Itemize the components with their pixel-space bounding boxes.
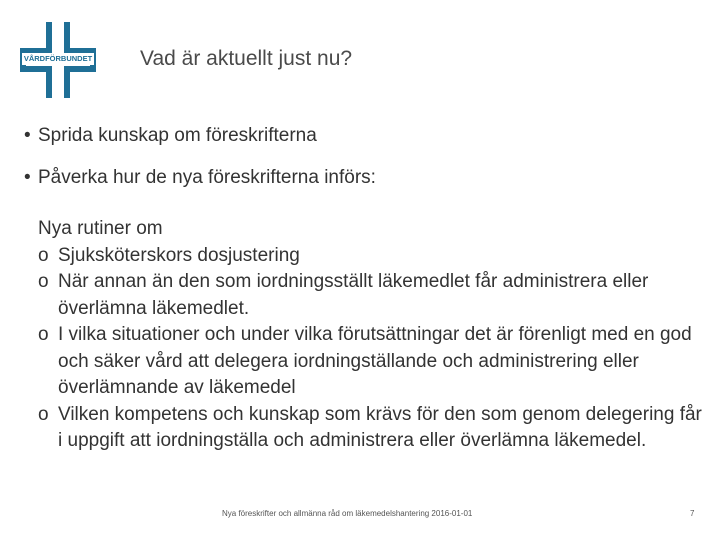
sub-list-item xyxy=(38,243,703,270)
sub-list-item xyxy=(38,402,703,455)
bullet-list xyxy=(24,125,704,209)
slide-title: Vad är aktuellt just nu? xyxy=(140,47,353,70)
footer-text: Nya föreskrifter och allmänna råd om läkemedelshantering 2016-01-01 xyxy=(222,509,473,518)
sub-item-text: I vilka situationer och under vilka förutsättningar det är förenligt med en god och säker vård att delegera iordningställande och administrering eller överlämnande av läkemedel xyxy=(58,324,692,398)
sub-list-intro: Nya rutiner om xyxy=(38,218,163,239)
bullet-text: Påverka hur de nya föreskrifterna införs: xyxy=(38,167,376,188)
sub-marker: o xyxy=(38,244,49,266)
logo-text: VÅRDFÖRBUNDET xyxy=(23,54,93,63)
sub-list xyxy=(38,216,703,455)
bullet-dot: • xyxy=(24,167,31,188)
sub-item-text: Vilken kompetens och kunskap som krävs för den som genom delegering får i uppgift att iordningställa och administrera eller överlämna läkemedel. xyxy=(58,403,702,451)
sub-marker: o xyxy=(38,324,49,345)
sub-list-item xyxy=(38,269,703,322)
bullet-dot: • xyxy=(24,125,31,146)
page-number: 7 xyxy=(690,509,695,518)
sub-item-text: När annan än den som iordningsställt läkemedlet får administrera eller överlämna läkemedlet. xyxy=(58,271,649,319)
bullet-item xyxy=(24,167,704,189)
bullet-item xyxy=(24,125,704,147)
sub-marker: o xyxy=(38,403,49,425)
sub-list-item xyxy=(38,322,703,402)
vardforbundet-logo xyxy=(20,22,96,98)
sub-marker: o xyxy=(38,271,49,292)
sub-item-text: Sjuksköterskors dosjustering xyxy=(58,244,300,266)
bullet-text: Sprida kunskap om föreskrifterna xyxy=(38,125,317,146)
